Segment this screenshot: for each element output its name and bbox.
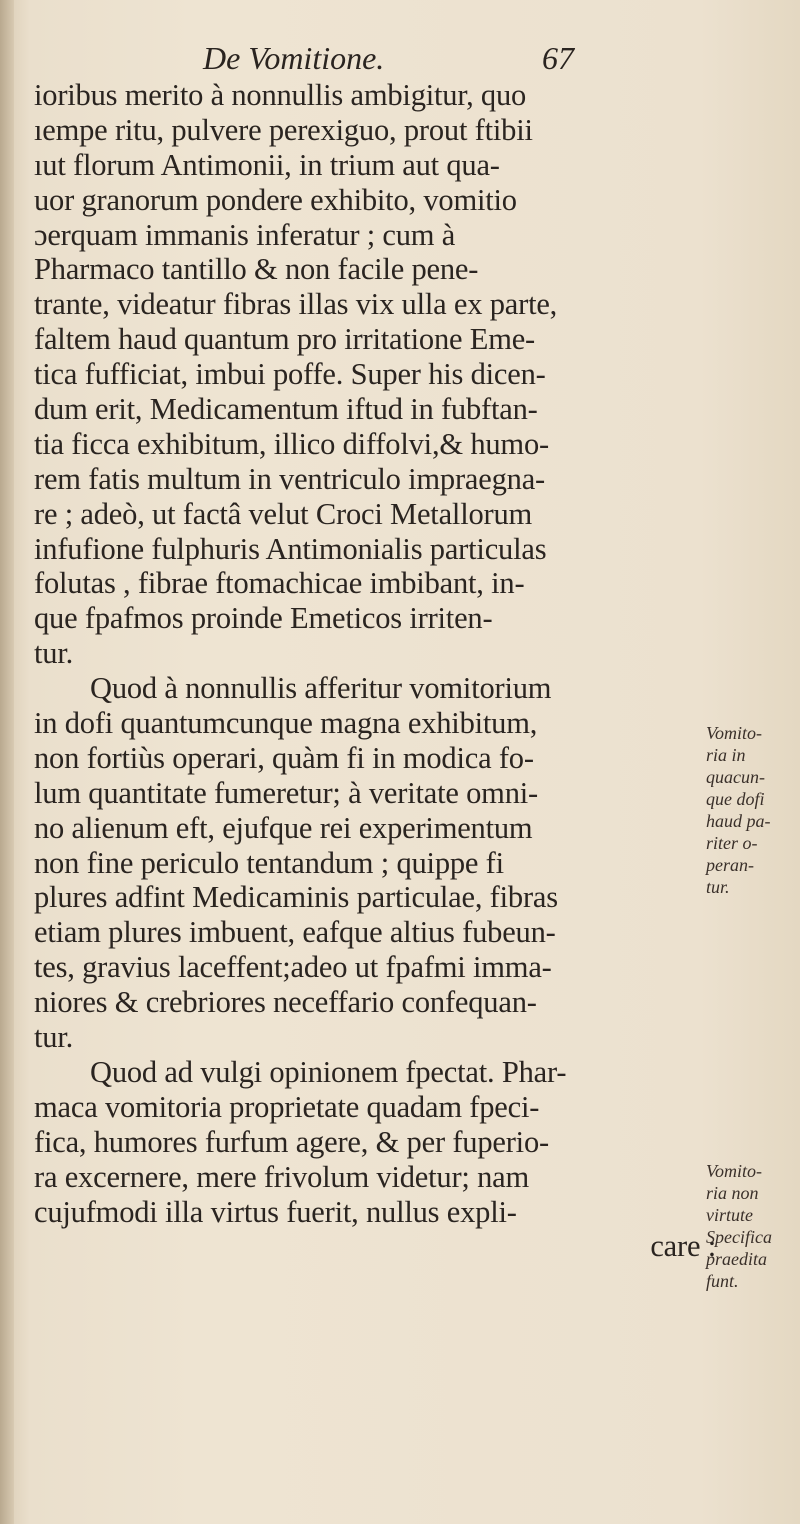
text-line: no alienum eft, ejufque rei experimentum — [34, 810, 533, 845]
catchword-line: care : — [650, 1229, 716, 1264]
text-line: etiam plures imbuent, eafque altius fubeun- — [34, 915, 556, 950]
text-line: faltem haud quantum pro irritatione Eme- — [34, 322, 536, 357]
text-line: rem fatis multum in ventriculo impraegna- — [34, 461, 546, 496]
margin-note-line: ria in — [706, 745, 746, 765]
running-title: De Vomitione. — [203, 40, 385, 76]
text-line: folutas , fibrae ftomachicae imbibant, in- — [34, 566, 525, 601]
body-text — [34, 78, 734, 1264]
margin-note — [706, 1160, 798, 1292]
text-line: ıut florum Antimonii, in trium aut qua- — [34, 147, 500, 182]
margin-note — [706, 722, 798, 898]
page-number: 67 — [542, 40, 574, 76]
text-line: cujufmodi illa virtus fuerit, nullus expli- — [34, 1194, 517, 1229]
text-line: in dofi quantumcunque magna exhibitum, — [34, 706, 538, 741]
text-line: que fpafmos proinde Emeticos irriten- — [34, 601, 493, 636]
text-line: tia ficca exhibitum, illico diffolvi,& humo- — [34, 426, 549, 461]
text-line: niores & crebriores neceffario confequan- — [34, 985, 537, 1020]
text-line: ɔerquam immanis inferatur ; cum à — [34, 217, 456, 252]
text-line: non fortiùs operari, quàm fi in modica fo- — [34, 740, 534, 775]
margin-note-line: praedita — [706, 1249, 767, 1269]
margin-note-line: haud pa- — [706, 811, 771, 831]
text-line: ioribus merito à nonnullis ambigitur, quo — [34, 78, 527, 112]
margin-note-line: Vomito- — [706, 723, 762, 743]
text-line: infufione fulphuris Antimonialis particulas — [34, 531, 547, 566]
text-line: tes, gravius laceffent;adeo ut fpafmi imma- — [34, 950, 552, 985]
text-line: non fine periculo tentandum ; quippe fi — [34, 845, 504, 880]
margin-note-line: tur. — [706, 877, 730, 897]
margin-note-line: peran- — [706, 855, 754, 875]
paragraph-start-line: Quod ad vulgi opinionem fpectat. Phar- — [90, 1054, 567, 1089]
text-line: tica fufficiat, imbui poffe. Super his dicen- — [34, 357, 546, 392]
text-line: uor granorum pondere exhibito, vomitio — [34, 182, 517, 217]
margin-note-line: virtute — [706, 1205, 753, 1225]
text-line: ıempe ritu, pulvere perexiguo, prout ftibii — [34, 112, 533, 147]
margin-note-line: riter o- — [706, 833, 758, 853]
text-line: maca vomitoria proprietate quadam fpeci- — [34, 1089, 540, 1124]
margin-note-line: funt. — [706, 1271, 739, 1291]
margin-note-line: quacun- — [706, 767, 765, 787]
margin-note-line: que dofi — [706, 789, 765, 809]
text-line: trante, videatur fibras illas vix ulla ex parte, — [34, 287, 558, 322]
page-header — [0, 40, 800, 80]
text-line: fica, humores furfum agere, & per fuperio- — [34, 1124, 549, 1159]
text-line: ra excernere, mere frivolum videtur; nam — [34, 1159, 530, 1194]
text-line: plures adfint Medicaminis particulae, fibras — [34, 880, 558, 915]
paragraph-start-line: Quod à nonnullis afferitur vomitorium — [90, 671, 552, 706]
margin-note-line: ria non — [706, 1183, 759, 1203]
text-line: tur. — [34, 636, 74, 671]
margin-note-line: Specifica — [706, 1227, 772, 1247]
text-line: re ; adeò, ut factâ velut Croci Metallorum — [34, 496, 533, 531]
text-line: lum quantitate fumeretur; à veritate omni- — [34, 775, 538, 810]
text-line: Pharmaco tantillo & non facile pene- — [34, 252, 479, 287]
text-line: dum erit, Medicamentum iftud in fubftan- — [34, 392, 538, 427]
text-line: tur. — [34, 1020, 74, 1055]
margin-note-line: Vomito- — [706, 1161, 762, 1181]
binding-gutter — [0, 0, 14, 1524]
